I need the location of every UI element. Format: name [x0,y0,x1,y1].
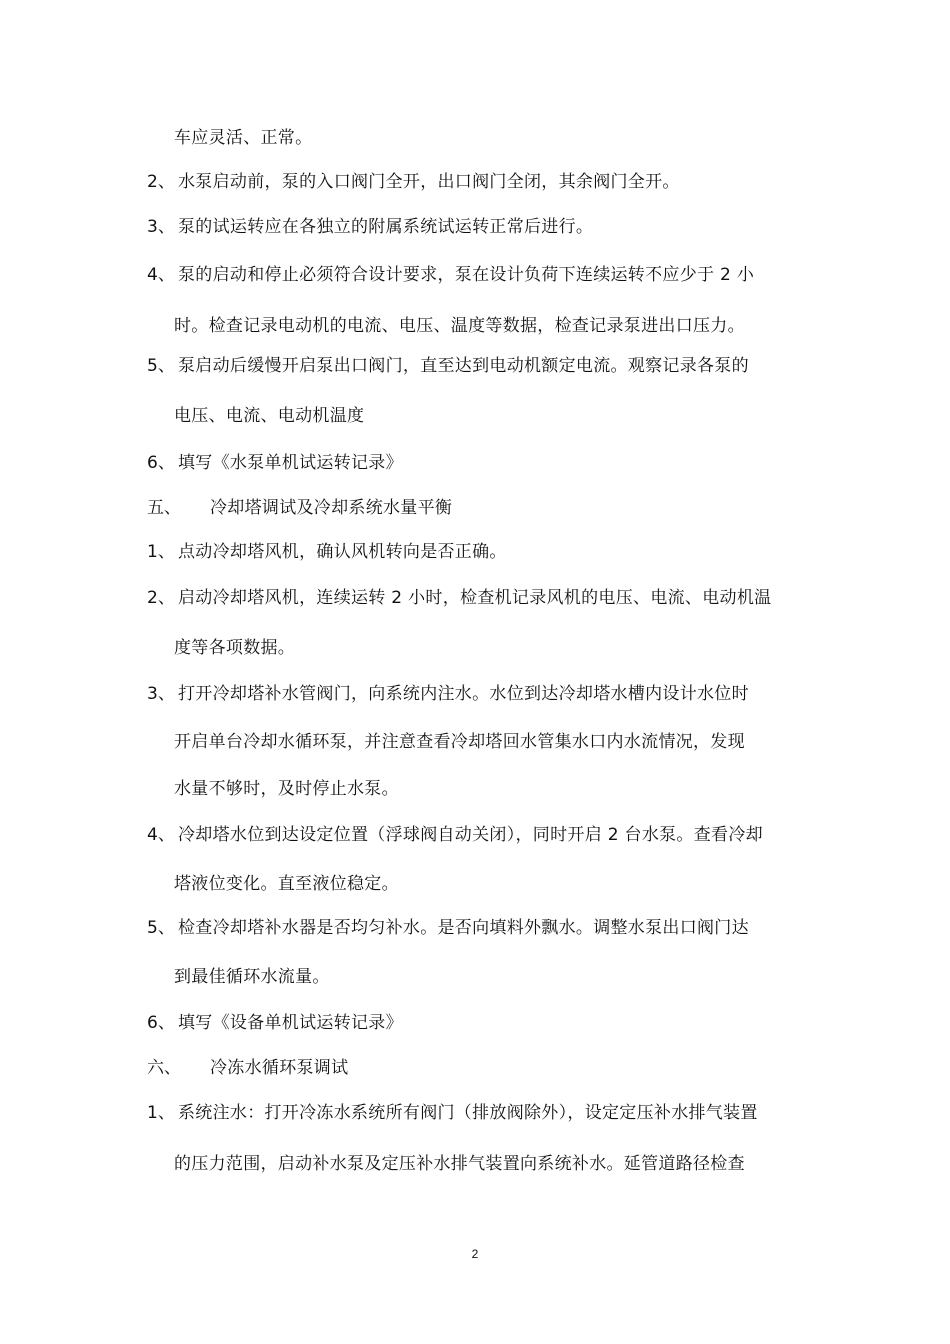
text-line: 度等各项数据。 [174,638,296,658]
text-line: 点动冷却塔风机，确认风机转向是否正确。 [178,542,507,562]
text-line: 到最佳循环水流量。 [174,967,330,987]
list-number: 6、 [147,453,175,473]
text-line: 泵的启动和停止必须符合设计要求，泵在设计负荷下连续运转不应少于 2 小 [178,265,755,285]
list-number: 3、 [147,217,175,237]
text-line: 时。检查记录电动机的电流、电压、温度等数据，检查记录泵进出口压力。 [174,316,745,336]
list-number: 1、 [147,1103,175,1123]
list-number: 3、 [147,684,175,704]
list-number: 2、 [147,172,175,192]
text-line: 开启单台冷却水循环泵，并注意查看冷却塔回水管集水口内水流情况，发现 [174,732,745,752]
list-number: 5、 [147,918,175,938]
text-line: 水泵启动前，泵的入口阀门全开，出口阀门全闭，其余阀门全开。 [178,172,680,192]
section-heading: 冷却塔调试及冷却系统水量平衡 [210,498,453,518]
list-number: 2、 [147,588,175,608]
text-line: 检查冷却塔补水器是否均匀补水。是否向填料外飘水。调整水泵出口阀门达 [178,918,749,938]
text-line: 水量不够时，及时停止水泵。 [174,779,399,799]
text-line: 塔液位变化。直至液位稳定。 [174,874,399,894]
text-line: 填写《水泵单机试运转记录》 [178,453,403,473]
text-line: 打开冷却塔补水管阀门，向系统内注水。水位到达冷却塔水槽内设计水位时 [178,684,749,704]
text-line: 冷却塔水位到达设定位置（浮球阀自动关闭），同时开启 2 台水泵。查看冷却 [178,825,763,845]
page-number: 2 [471,1247,479,1261]
section-number: 五、 [147,498,181,518]
section-number: 六、 [147,1058,181,1078]
text-line: 车应灵活、正常。 [174,128,313,148]
text-line: 的压力范围，启动补水泵及定压补水排气装置向系统补水。延管道路径检查 [174,1154,745,1174]
list-number: 1、 [147,542,175,562]
list-number: 6、 [147,1013,175,1033]
list-number: 4、 [147,825,175,845]
list-number: 4、 [147,265,175,285]
text-line: 启动冷却塔风机，连续运转 2 小时，检查机记录风机的电压、电流、电动机温 [178,588,772,608]
text-line: 泵启动后缓慢开启泵出口阀门，直至达到电动机额定电流。观察记录各泵的 [178,356,749,376]
text-line: 系统注水：打开冷冻水系统所有阀门（排放阀除外），设定定压补水排气装置 [178,1103,758,1123]
text-line: 泵的试运转应在各独立的附属系统试运转正常后进行。 [178,217,594,237]
section-heading: 冷冻水循环泵调试 [210,1058,349,1078]
text-line: 电压、电流、电动机温度 [174,406,365,426]
list-number: 5、 [147,356,175,376]
text-line: 填写《设备单机试运转记录》 [178,1013,403,1033]
